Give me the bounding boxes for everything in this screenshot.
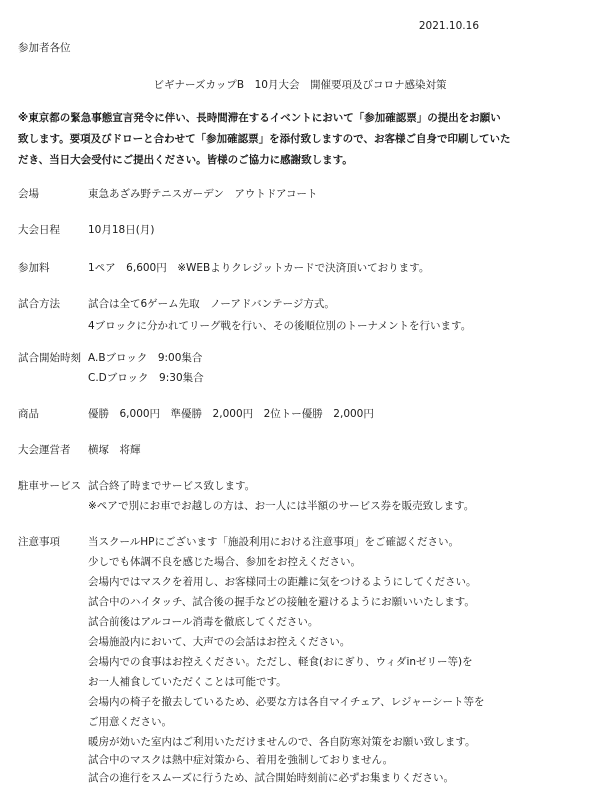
notice-line: 致します。要項及びドローと合わせて「参加確認票」を添付致しますので、お客様ご自身で印刷していた [18,133,511,145]
venue-value: 東急あざみ野テニスガーデン アウトドアコート [88,188,318,200]
caution-line: 試合中のハイタッチ、試合後の握手などの接触を避けるようにお願いいたします。 [88,596,475,608]
format-line: 4ブロックに分かれてリーグ戦を行い、その後順位別のトーナメントを行います。 [88,320,472,332]
format-label: 試合方法 [18,298,60,310]
organizer-label: 大会運営者 [18,444,71,456]
start-time-label: 試合開始時刻 [18,352,81,364]
format-line: 試合は全て6ゲーム先取 ノーアドバンテージ方式。 [88,298,335,310]
venue-label: 会場 [18,188,39,200]
date-label: 大会日程 [18,224,60,236]
document-date: 2021.10.16 [418,20,479,32]
fee-label: 参加料 [18,262,50,274]
caution-line: 会場内の椅子を撤去しているため、必要な方は各自マイチェア、レジャーシート等を [88,696,485,708]
parking-line: 試合終了時までサービス致します。 [88,480,256,492]
caution-line: 試合の進行をスムーズに行うため、試合開始時刻前に必ずお集まりください。 [88,772,455,784]
notice-line: だき、当日大会受付にご提出ください。皆様のご協力に感謝致します。 [18,154,353,166]
caution-line: 会場施設内において、大声での会話はお控えください。 [88,636,351,648]
start-time-line: A.Bブロック 9:00集合 [88,352,203,364]
organizer-value: 横塚 将輝 [88,444,141,456]
caution-line: 当スクールHPにございます「施設利用における注意事項」をご確認ください。 [88,536,460,548]
caution-line: 暖房が効いた室内はご利用いただけませんので、各自防寒対策をお願い致します。 [88,736,476,748]
caution-line: 会場内での食事はお控えください。ただし、軽食(おにぎり、ウィダinゼリー等)を [88,656,473,668]
caution-line: 少しでも体調不良を感じた場合、参加をお控えください。 [88,556,361,568]
caution-label: 注意事項 [18,536,60,548]
parking-label: 駐車サービス [18,480,81,492]
parking-line: ※ペアで別にお車でお越しの方は、お一人には半額のサービス券を販売致します。 [88,500,475,512]
fee-value: 1ペア 6,600円 ※WEBよりクレジットカードで決済頂いております。 [88,262,430,274]
caution-line: お一人補食していただくことは可能です。 [88,676,287,688]
prize-value: 優勝 6,000円 準優勝 2,000円 2位トー優勝 2,000円 [88,408,374,420]
caution-line: 試合中のマスクは熱中症対策から、着用を強制しておりません。 [88,754,394,766]
addressee: 参加者各位 [18,42,71,54]
start-time-line: C.Dブロック 9:30集合 [88,372,204,384]
document-title: ビギナーズカップB 10月大会 開催要項及びコロナ感染対策 [153,79,447,91]
prize-label: 商品 [18,408,39,420]
date-value: 10月18日(月) [88,224,155,236]
caution-line: 会場内ではマスクを着用し、お客様同士の距離に気をつけるようにしてください。 [88,576,477,588]
caution-line: ご用意ください。 [88,716,172,728]
notice-line: ※東京都の緊急事態宣言発令に伴い、長時間滞在するイベントにおいて「参加確認票」の提出をお願い [18,112,501,124]
caution-line: 試合前後はアルコール消毒を徹底してください。 [88,616,319,628]
